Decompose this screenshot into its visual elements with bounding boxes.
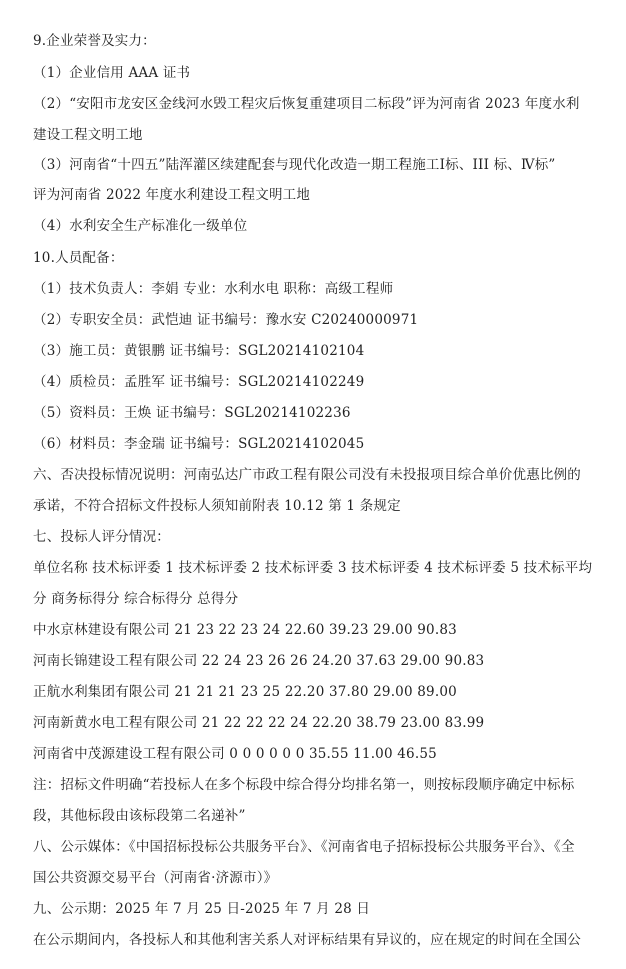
personnel-item-5: （5）资料员：王焕 证书编号：SGL20214102236 [33, 405, 351, 421]
personnel-item-2: （2）专职安全员：武恺迪 证书编号：豫水安 C20240000971 [33, 312, 419, 328]
media-cont: 国公共资源交易平台（河南省·济源市）》 [33, 870, 278, 886]
section-heading-media: 八、公示媒体：《中国招标投标公共服务平台》、《河南省电子招标投标公共服务平台》、《全 [33, 839, 575, 855]
personnel-item-1: （1）技术负责人：李娟 专业：水利水电 职称：高级工程师 [33, 281, 394, 297]
score-row-3: 正航水利集团有限公司 21 21 21 23 25 22.20 37.80 29.00 89.00 [33, 684, 457, 700]
section-heading-honors: 9.企业荣誉及实力： [33, 33, 156, 49]
personnel-item-4: （4）质检员：孟胜军 证书编号：SGL20214102249 [33, 374, 365, 390]
note-text-cont: 段，其他标段由该标段第二名递补” [33, 808, 246, 824]
honor-item-2: （2）“安阳市龙安区金线河水毁工程灾后恢复重建项目二标段”评为河南省 2023 年度水利 [33, 96, 580, 112]
score-table-header: 单位名称 技术标评委 1 技术标评委 2 技术标评委 3 技术标评委 4 技术标评委 5 技术标平均 [33, 560, 593, 576]
honor-item-1: （1）企业信用 AAA 证书 [33, 65, 191, 81]
note-text: 注：招标文件明确“若投标人在多个标段中综合得分均排名第一，则按标段顺序确定中标标 [33, 777, 575, 793]
section-heading-scores: 七、投标人评分情况： [33, 529, 170, 545]
personnel-item-3: （3）施工员：黄银鹏 证书编号：SGL20214102104 [33, 343, 365, 359]
honor-item-3-cont: 评为河南省 2022 年度水利建设工程文明工地 [33, 187, 311, 203]
score-row-4: 河南新黄水电工程有限公司 21 22 22 22 24 22.20 38.79 23.00 83.99 [33, 715, 485, 731]
section-heading-personnel: 10.人员配备： [33, 250, 124, 266]
rejection-explanation-cont: 承诺，不符合招标文件投标人须知前附表 10.12 第 1 条规定 [33, 498, 401, 514]
honor-item-4: （4）水利安全生产标准化一级单位 [33, 218, 248, 234]
score-row-5: 河南省中茂源建设工程有限公司 0 0 0 0 0 0 35.55 11.00 46.55 [33, 746, 437, 762]
score-row-2: 河南长锦建设工程有限公司 22 24 23 26 26 24.20 37.63 29.00 90.83 [33, 653, 485, 669]
score-row-1: 中水京林建设有限公司 21 23 22 23 24 22.60 39.23 29.00 90.83 [33, 622, 457, 638]
section-heading-period: 九、公示期：2025 年 7 月 25 日-2025 年 7 月 28 日 [33, 901, 371, 917]
personnel-item-6: （6）材料员：李金瑞 证书编号：SGL20214102045 [33, 436, 365, 452]
honor-item-2-cont: 建设工程文明工地 [33, 127, 143, 143]
score-table-header-cont: 分 商务标得分 综合标得分 总得分 [33, 591, 239, 607]
objection-text: 在公示期间内，各投标人和其他利害关系人对评标结果有异议的，应在规定的时间在全国公 [33, 932, 581, 948]
rejection-explanation: 六、否决投标情况说明：河南弘达广市政工程有限公司没有未投报项目综合单价优惠比例的 [33, 467, 581, 483]
honor-item-3: （3）河南省“十四五”陆浑灌区续建配套与现代化改造一期工程施工Ⅰ标、III 标、Ⅳ标” [33, 157, 556, 173]
